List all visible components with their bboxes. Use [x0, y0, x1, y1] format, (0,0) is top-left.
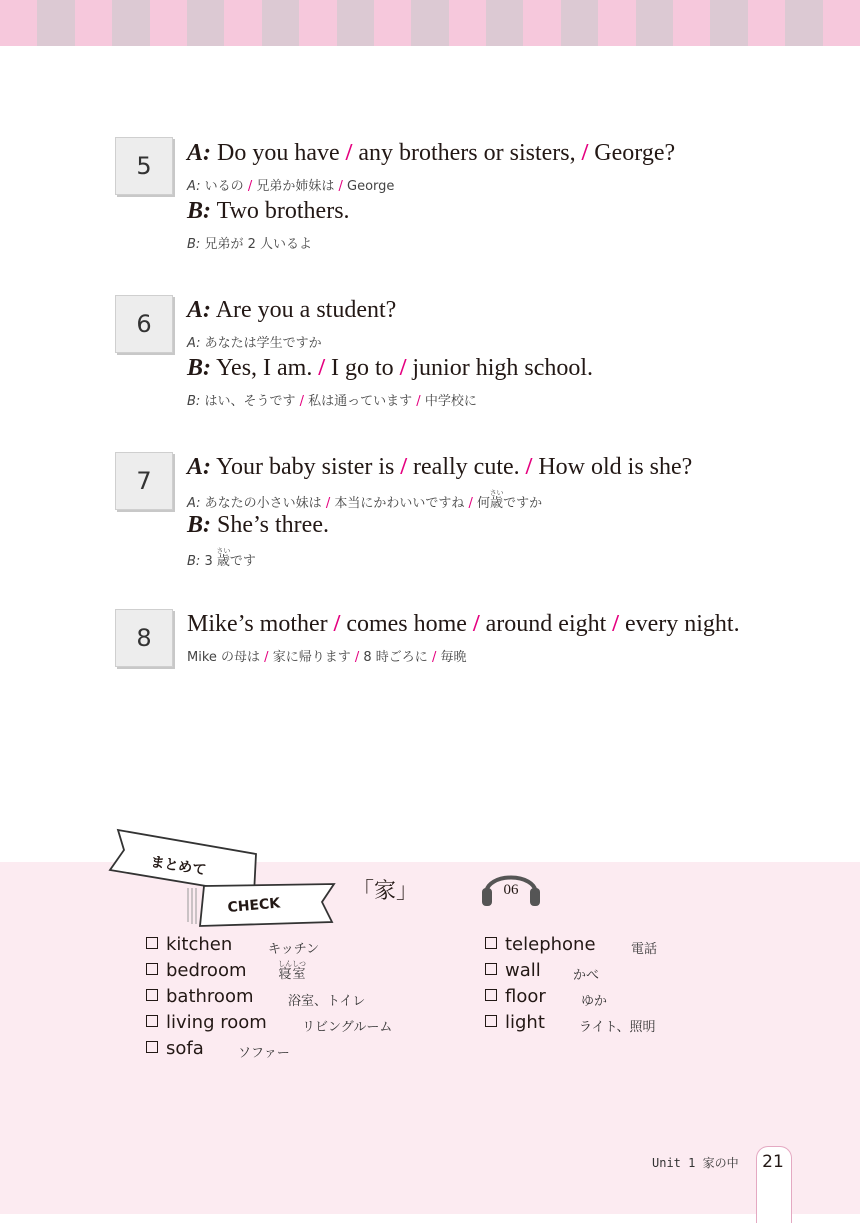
unit-section: 家の中	[702, 1156, 739, 1170]
chunk: George?	[594, 140, 676, 166]
vocab-meaning: ソファー	[238, 1046, 290, 1061]
jp-chunk: 3	[204, 554, 217, 569]
ruby-base: 歳	[216, 554, 231, 569]
vocab-word: bedroom	[166, 960, 247, 981]
checkbox-icon[interactable]	[485, 937, 497, 949]
slash: /	[325, 496, 331, 511]
ruby-base: 歳	[489, 496, 504, 511]
jp-chunk: です	[229, 554, 256, 569]
check-title: 「家」	[352, 879, 419, 904]
vocab-item[interactable]	[146, 1038, 290, 1061]
slash: /	[299, 394, 304, 409]
checkbox-icon[interactable]	[146, 1015, 158, 1027]
vocab-word: light	[505, 1012, 545, 1033]
speaker-label: A:	[187, 454, 211, 480]
jp-chunk: 本当にかわいいですね	[334, 496, 465, 511]
chunk: Mike’s mother	[187, 611, 328, 637]
slash: /	[581, 140, 589, 166]
speaker-label: A:	[187, 140, 211, 166]
vocab-word: bathroom	[166, 986, 254, 1007]
slash: /	[400, 454, 408, 480]
chunk: Yes, I am.	[216, 355, 313, 381]
vocab-meaning: かべ	[573, 968, 600, 983]
speaker-label: B:	[187, 394, 201, 409]
checkbox-icon[interactable]	[485, 963, 497, 975]
slash: /	[431, 650, 437, 665]
slash: /	[612, 611, 619, 637]
vocab-word: telephone	[505, 934, 596, 955]
item-number: 5	[115, 137, 173, 195]
vocab-item[interactable]	[485, 1012, 656, 1035]
checkbox-icon[interactable]	[146, 1041, 158, 1053]
chunk: She’s three.	[217, 512, 329, 538]
jp-chunk: あなたの小さい妹は	[204, 496, 322, 511]
speaker-label: B:	[187, 512, 211, 538]
vocab-word: kitchen	[166, 934, 233, 955]
vocab-meaning: キッチン	[268, 942, 320, 957]
checkbox-icon[interactable]	[146, 963, 158, 975]
sentence-a	[187, 140, 675, 167]
vocab-meaning: 浴室、トイレ	[288, 994, 366, 1009]
jp-chunk: 8 時ごろに	[363, 650, 428, 665]
checkbox-icon[interactable]	[485, 1015, 497, 1027]
vocab-meaning: リビングルーム	[302, 1020, 393, 1035]
checkbox-icon[interactable]	[146, 937, 158, 949]
jp-chunk: 毎晩	[440, 650, 467, 665]
ruby-reading: さい	[216, 547, 231, 555]
speaker-label: A:	[187, 496, 201, 511]
translation	[187, 646, 466, 665]
ruby-reading: しんしつ	[278, 960, 306, 968]
speaker-label: B:	[187, 237, 201, 252]
slash: /	[318, 355, 326, 381]
chunk: any brothers or sisters,	[358, 140, 576, 166]
headphone-audio-icon[interactable]	[478, 862, 544, 910]
vocab-item[interactable]	[146, 960, 306, 982]
vocab-word: living room	[166, 1012, 267, 1033]
jp-chunk: 兄弟か姉妹は	[256, 179, 335, 194]
track-number: 06	[503, 882, 519, 898]
ruby-reading: さい	[489, 489, 504, 497]
chunk: comes home	[346, 611, 467, 637]
sentence-a	[187, 454, 692, 481]
slash: /	[264, 650, 269, 665]
slash: /	[468, 496, 473, 511]
jp-chunk: 兄弟が 2 人いるよ	[204, 237, 312, 252]
unit-number: Unit 1	[652, 1156, 696, 1170]
speaker-label: A:	[187, 336, 201, 351]
translation-a	[187, 175, 394, 194]
translation-b	[187, 547, 256, 569]
chunk: junior high school.	[412, 355, 594, 381]
slash: /	[333, 611, 341, 637]
sentence-b	[187, 512, 329, 539]
chunk: Do you have	[217, 140, 340, 166]
chunk: every night.	[624, 611, 740, 637]
item-number: 6	[115, 295, 173, 353]
slash: /	[345, 140, 353, 166]
vocab-item[interactable]	[146, 986, 366, 1009]
page-number: 21	[762, 1152, 784, 1172]
ruby-word	[278, 960, 306, 982]
vocab-item[interactable]	[485, 986, 608, 1009]
check-ribbon-banner	[104, 826, 364, 936]
jp-chunk: はい、そうです	[204, 394, 296, 409]
banner-bottom-text: CHECK	[226, 895, 281, 916]
translation-a	[187, 489, 542, 511]
chunk: How old is she?	[538, 454, 693, 480]
vocab-item[interactable]	[485, 960, 600, 983]
translation-b	[187, 390, 477, 409]
vocab-meaning: ライト、照明	[579, 1020, 656, 1035]
speaker-label: B:	[187, 554, 201, 569]
slash: /	[354, 650, 360, 665]
translation-a	[187, 332, 322, 351]
sentence	[187, 611, 740, 638]
sentence-a	[187, 297, 396, 324]
sentence-b	[187, 355, 593, 382]
jp-chunk: 私は通っています	[308, 394, 413, 409]
chunk: Are you a student?	[215, 297, 397, 323]
chunk: really cute.	[413, 454, 520, 480]
jp-chunk: いるの	[204, 179, 244, 194]
slash: /	[399, 355, 407, 381]
item-number: 7	[115, 452, 173, 510]
chunk: around eight	[485, 611, 607, 637]
ruby-word	[489, 489, 504, 511]
chunk: Two brothers.	[216, 198, 350, 224]
jp-chunk: 家に帰ります	[272, 650, 351, 665]
chunk: Your baby sister is	[216, 454, 395, 480]
footer-unit-label	[652, 1154, 739, 1171]
chunk: I go to	[331, 355, 394, 381]
jp-chunk: 中学校に	[424, 394, 477, 409]
vocab-word: wall	[505, 960, 541, 981]
checkbox-icon[interactable]	[146, 989, 158, 1001]
slash: /	[416, 394, 421, 409]
vocab-item[interactable]	[146, 934, 320, 957]
checkbox-icon[interactable]	[485, 989, 497, 1001]
vocab-word: floor	[505, 986, 546, 1007]
vocab-meaning: 電話	[631, 942, 658, 957]
vocab-word: sofa	[166, 1038, 204, 1059]
slash: /	[338, 179, 343, 194]
jp-chunk: 何	[477, 496, 491, 511]
jp-chunk: あなたは学生ですか	[204, 336, 322, 351]
jp-chunk: ですか	[503, 496, 543, 511]
slash: /	[472, 611, 480, 637]
banner-top-text: まとめて	[149, 854, 208, 879]
vocab-item[interactable]	[485, 934, 658, 957]
sentence-b	[187, 198, 350, 225]
slash: /	[525, 454, 533, 480]
slash: /	[247, 179, 253, 194]
speaker-label: B:	[187, 198, 211, 224]
speaker-label: B:	[187, 355, 211, 381]
vocab-meaning: ゆか	[581, 994, 608, 1009]
jp-chunk: Mike の母は	[187, 650, 261, 665]
ruby-word	[216, 547, 231, 569]
speaker-label: A:	[187, 297, 211, 323]
speaker-label: A:	[187, 179, 201, 194]
translation-b	[187, 233, 312, 252]
item-number: 8	[115, 609, 173, 667]
vocab-meaning: 寝室	[278, 967, 306, 982]
jp-chunk: George	[347, 179, 395, 194]
vocab-item[interactable]	[146, 1012, 393, 1035]
top-decorative-band	[0, 0, 860, 46]
